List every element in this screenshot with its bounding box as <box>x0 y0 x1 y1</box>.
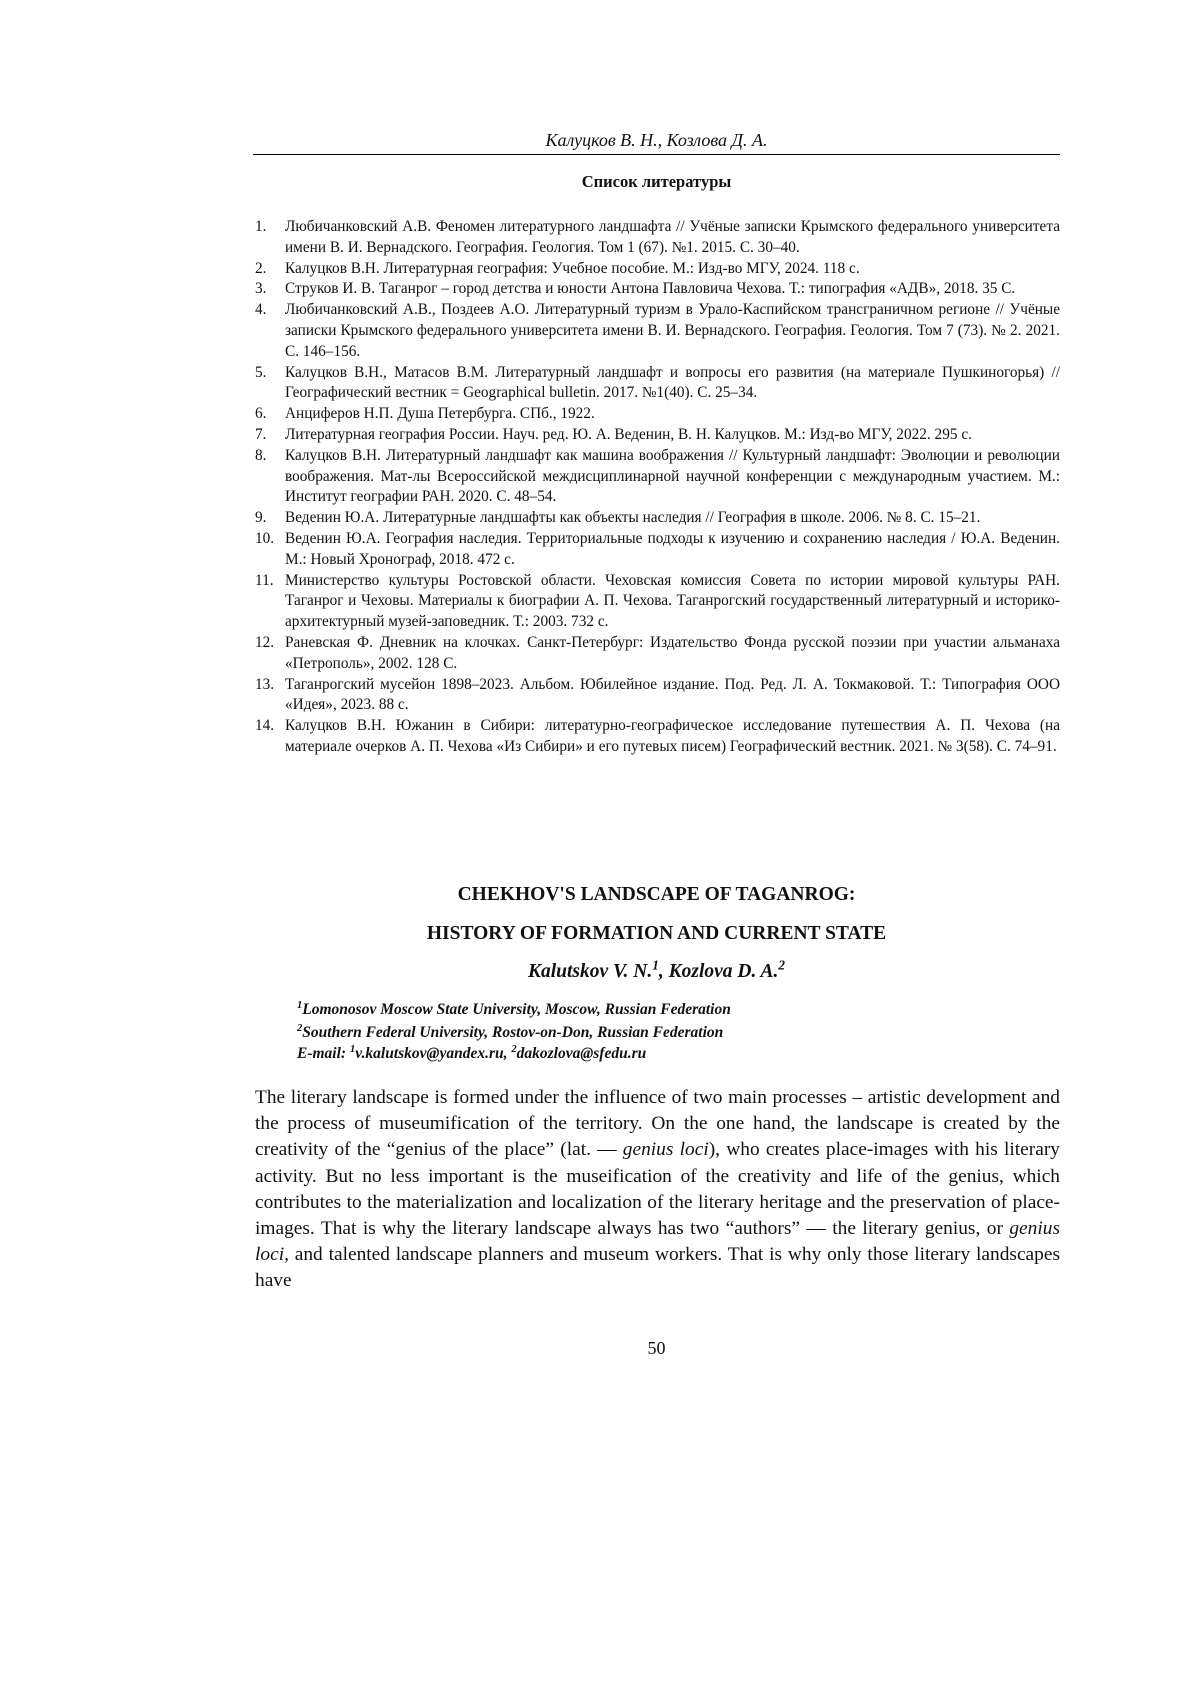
reference-number: 5. <box>255 363 285 405</box>
reference-number: 6. <box>255 404 285 425</box>
author-1-affiliation-mark: 1 <box>652 958 659 973</box>
english-title-line-1: CHEKHOV'S LANDSCAPE OF TAGANROG: <box>253 884 1060 906</box>
author-1: Kalutskov V. N. <box>528 961 652 982</box>
reference-item <box>255 508 1060 529</box>
reference-text: Литературная география России. Науч. ред. Ю. А. Веденин, В. Н. Калуцков. М.: Изд-во МГУ, 2022. 295 с. <box>285 425 1060 446</box>
reference-number: 2. <box>255 259 285 280</box>
reference-number: 4. <box>255 300 285 362</box>
reference-number: 9. <box>255 508 285 529</box>
reference-number: 3. <box>255 279 285 300</box>
abstract-part-3: , and talented landscape planners and museum workers. That is why only those literary landscapes have <box>255 1244 1060 1291</box>
email-2-mark: 2 <box>511 1044 516 1055</box>
reference-text: Раневская Ф. Дневник на клочках. Санкт-Петербург: Издательство Фонда русской поэзии при участии альманаха «Петрополь», 2002. 128 С. <box>285 633 1060 675</box>
reference-number: 11. <box>255 571 285 633</box>
references-title: Список литературы <box>253 172 1060 192</box>
reference-number: 12. <box>255 633 285 675</box>
reference-item <box>255 217 1060 259</box>
email-1: v.kalutskov@yandex.ru <box>355 1045 503 1062</box>
reference-item <box>255 300 1060 362</box>
reference-text: Анциферов Н.П. Душа Петербурга. СПб., 1922. <box>285 404 1060 425</box>
reference-text: Веденин Ю.А. География наследия. Территориальные подходы к изучению и сохранению наследия / Ю.А. Веденин. М.: Новый Хронограф, 2018. 472 с. <box>285 529 1060 571</box>
reference-item <box>255 404 1060 425</box>
email-2: dakozlova@sfedu.ru <box>517 1045 647 1062</box>
page-number: 50 <box>253 1338 1060 1359</box>
references-list <box>255 217 1060 758</box>
reference-text: Веденин Ю.А. Литературные ландшафты как объекты наследия // География в школе. 2006. № 8. С. 15–21. <box>285 508 1060 529</box>
abstract-part-2: ), who creates place-images with his literary activity. But no less important is the museification of the creativity and life of the genius, which contributes to the materialization and localization of the literary heritage and the preservation of place-images. That is why the literary landscape always has two “authors” — the literary genius, or <box>255 1139 1060 1239</box>
reference-text: Любичанковский А.В. Феномен литературного ландшафта // Учёные записки Крымского федерального университета имени В. И. Вернадского. География. Геология. Том 1 (67). №1. 2015. С. 30–40. <box>285 217 1060 259</box>
abstract-italic-2: genius loci <box>255 1218 1060 1265</box>
affiliation-1-text: Lomonosov Moscow State University, Moscow, Russian Federation <box>302 1001 731 1018</box>
affiliation-1 <box>297 1001 1017 1019</box>
reference-number: 14. <box>255 716 285 758</box>
reference-item <box>255 571 1060 633</box>
reference-item <box>255 633 1060 675</box>
english-authors <box>253 961 1060 983</box>
page <box>0 0 1200 1698</box>
email-separator: , <box>504 1045 512 1062</box>
email-label: E-mail: <box>297 1045 350 1062</box>
author-2-affiliation-mark: 2 <box>778 958 785 973</box>
reference-item <box>255 425 1060 446</box>
reference-text: Министерство культуры Ростовской области. Чеховская комиссия Совета по истории мировой культуры РАН. Таганрог и Чеховы. Материалы к биографии А. П. Чехова. Таганрогский государственный литературный и историко-архитектурный музей-заповедник. Т.: 2003. 732 с. <box>285 571 1060 633</box>
reference-text: Таганрогский мусейон 1898–2023. Альбом. Юбилейное издание. Под. Ред. Л. А. Токмаковой. Т.: Типография ООО «Идея», 2023. 88 с. <box>285 675 1060 717</box>
abstract-paragraph <box>255 1085 1060 1295</box>
reference-number: 8. <box>255 446 285 508</box>
reference-number: 1. <box>255 217 285 259</box>
affiliation-2 <box>297 1024 1017 1042</box>
email-1-mark: 1 <box>350 1044 355 1055</box>
reference-text: Любичанковский А.В., Поздеев А.О. Литературный туризм в Урало-Каспийском трансграничном регионе // Учёные записки Крымского федерального университета имени В. И. Вернадского. География. Геология. Том 7 (73). № 2. 2021. С. 146–156. <box>285 300 1060 362</box>
reference-item <box>255 259 1060 280</box>
reference-item <box>255 446 1060 508</box>
affiliation-2-text: Southern Federal University, Rostov-on-Don, Russian Federation <box>302 1024 723 1041</box>
english-title-line-2: HISTORY OF FORMATION AND CURRENT STATE <box>253 923 1060 945</box>
abstract-part-1: The literary landscape is formed under the influence of two main processes – artistic development and the process of museumification of the territory. On the one hand, the landscape is created by the creativity of the “genius of the place” (lat. — <box>255 1087 1060 1160</box>
reference-number: 7. <box>255 425 285 446</box>
reference-number: 13. <box>255 675 285 717</box>
reference-item <box>255 279 1060 300</box>
affiliation-1-mark: 1 <box>297 1000 302 1011</box>
author-2: Kozlova D. A. <box>669 961 779 982</box>
reference-text: Струков И. В. Таганрог – город детства и юности Антона Павловича Чехова. Т.: типография «АДВ», 2018. 35 С. <box>285 279 1060 300</box>
reference-item <box>255 716 1060 758</box>
reference-text: Калуцков В.Н. Литературная география: Учебное пособие. М.: Изд-во МГУ, 2024. 118 с. <box>285 259 1060 280</box>
abstract-italic-1: genius loci <box>623 1139 709 1160</box>
reference-item <box>255 529 1060 571</box>
reference-number: 10. <box>255 529 285 571</box>
running-head: Калуцков В. Н., Козлова Д. А. <box>253 130 1060 155</box>
reference-item <box>255 363 1060 405</box>
affiliation-2-mark: 2 <box>297 1023 302 1034</box>
author-separator: , <box>659 961 669 982</box>
reference-text: Калуцков В.Н., Матасов В.М. Литературный ландшафт и вопросы его развития (на материале Пушкиногорья) // Географический вестник = Geographical bulletin. 2017. №1(40). С. 25–34. <box>285 363 1060 405</box>
reference-item <box>255 675 1060 717</box>
reference-text: Калуцков В.Н. Южанин в Сибири: литературно-географическое исследование путешествия А. П. Чехова (на материале очерков А. П. Чехова «Из Сибири» и его путевых писем) Географический вестник. 2021. № 3(58). С. 74–91. <box>285 716 1060 758</box>
email-line <box>297 1045 1017 1063</box>
reference-text: Калуцков В.Н. Литературный ландшафт как машина воображения // Культурный ландшафт: Эволюции и революции воображения. Мат-лы Всероссийской междисциплинарной научной конференции с международным участием. М.: Институт географии РАН. 2020. С. 48–54. <box>285 446 1060 508</box>
